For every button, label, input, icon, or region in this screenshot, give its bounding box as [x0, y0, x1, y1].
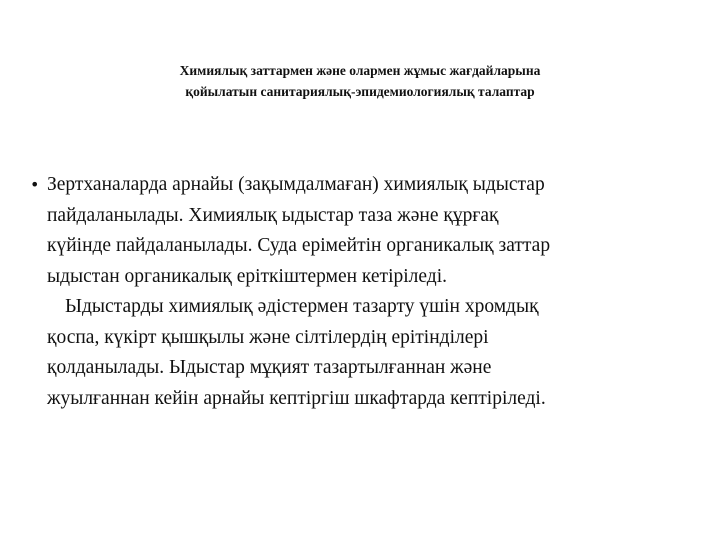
slide-title [60, 60, 660, 102]
text-line-1: Зертханаларда арнайы (зақымдалмаған) химиялық ыдыстар [47, 174, 545, 195]
text-line-4: ыдыстан органикалық еріткіштермен кетіріледі. [47, 265, 447, 287]
bullet-marker: • [30, 175, 40, 194]
text-line-3: күйінде пайдаланылады. Суда ерімейтін органикалық заттар [47, 235, 551, 256]
text-line-5: Ыдыстарды химиялық әдістермен тазарту үшін хромдық [65, 296, 539, 317]
bullet-text [47, 170, 700, 414]
title-line-2: қойылатын санитариялық-эпидемиологиялық талаптар [185, 84, 535, 99]
text-line-8: жуылғаннан кейін арнайы кептіргіш шкафтарда кептіріледі. [47, 387, 546, 409]
text-line-7: қолданылады. Ыдыстар мұқият тазартылғаннан және [47, 357, 492, 378]
text-line-6: қоспа, күкірт қышқылы және сілтілердің ерітінділері [47, 326, 489, 348]
bullet-item [30, 170, 700, 414]
text-line-2: пайдаланылады. Химиялық ыдыстар таза және құрғақ [47, 204, 499, 226]
title-line-1: Химиялық заттармен және олармен жұмыс жағдайларына [179, 63, 541, 78]
